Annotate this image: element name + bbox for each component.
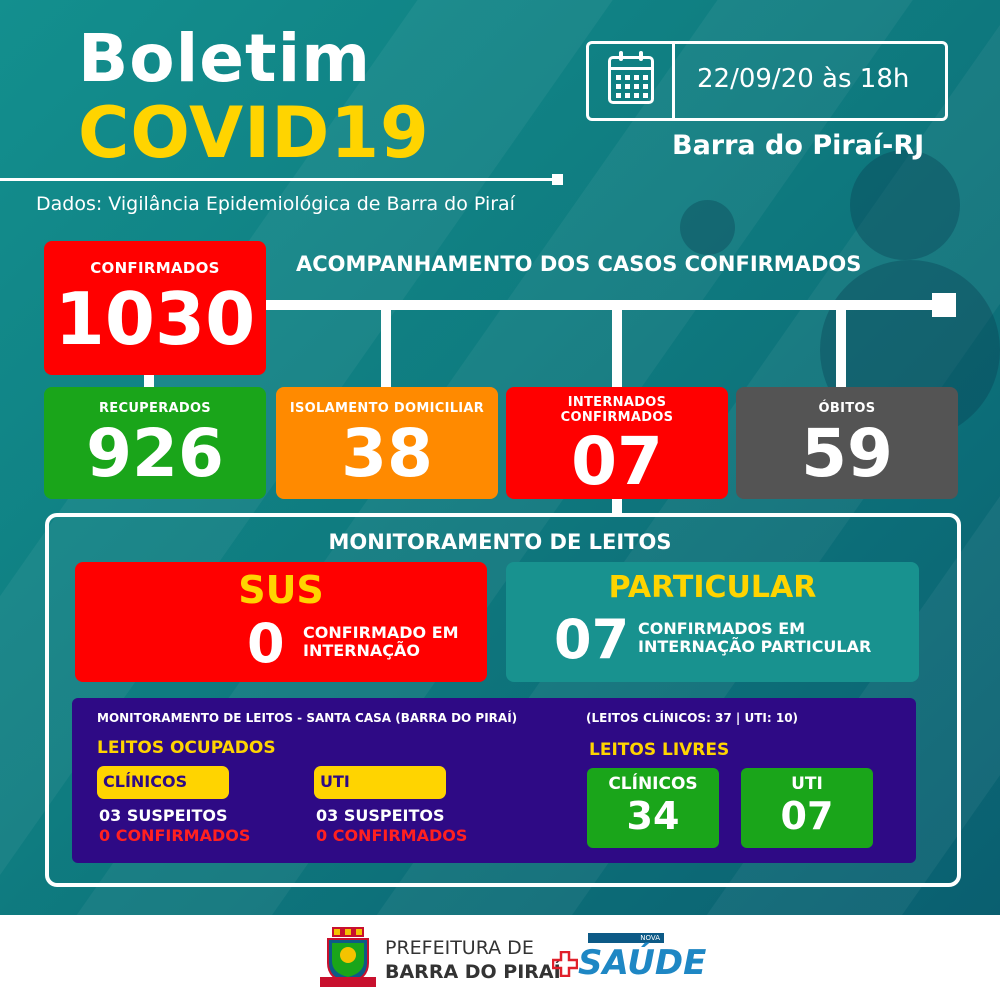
santa-casa-panel <box>72 698 916 863</box>
date-box <box>586 41 948 121</box>
data-source: Dados: Vigilância Epidemiológica de Barra do Piraí <box>36 193 515 215</box>
tracking-heading: ACOMPANHAMENTO DOS CASOS CONFIRMADOS <box>296 252 862 276</box>
title-covid19: COVID19 <box>78 92 430 174</box>
hospitalized-label: INTERNADOS CONFIRMADOS <box>560 395 674 425</box>
bed-monitoring-heading: MONITORAMENTO DE LEITOS <box>328 530 672 554</box>
connector-drop <box>144 375 154 387</box>
connector-drop <box>836 310 846 387</box>
occupied-clinical-label: CLÍNICOS <box>97 766 229 799</box>
prefecture-line1: PREFEITURA DE <box>385 937 534 959</box>
private-description: CONFIRMADOS EM INTERNAÇÃO PARTICULAR <box>638 619 872 656</box>
bulletin-date: 22/09/20 às 18h <box>697 64 910 94</box>
free-icu-value: 07 <box>780 794 834 838</box>
divider <box>0 178 556 181</box>
home-isolation-card <box>276 387 498 499</box>
free-clinical-label: CLÍNICOS <box>608 774 698 794</box>
free-icu-label: UTI <box>791 774 823 794</box>
calendar-icon-container <box>589 44 675 118</box>
sus-description: CONFIRMADO EM INTERNAÇÃO <box>303 623 459 660</box>
connector-drop <box>612 310 622 387</box>
private-card <box>506 562 919 682</box>
connector-end <box>932 293 956 317</box>
santa-casa-capacity: (LEITOS CLÍNICOS: 37 | UTI: 10) <box>586 711 799 725</box>
prefecture-line2: BARRA DO PIRAÍ <box>385 961 561 983</box>
confirmed-card <box>44 241 266 375</box>
private-value: 07 <box>554 608 630 671</box>
home-isolation-value: 38 <box>341 415 433 492</box>
free-icu-card <box>741 768 873 848</box>
connector-drop <box>612 499 622 513</box>
recovered-card <box>44 387 266 499</box>
title-boletim: Boletim <box>78 20 371 97</box>
city-name: Barra do Piraí-RJ <box>672 130 925 161</box>
sus-title: SUS <box>238 568 324 612</box>
occupied-icu-label: UTI <box>314 766 446 799</box>
sus-card <box>75 562 487 682</box>
icu-confirmed: 0 CONFIRMADOS <box>316 826 468 845</box>
clinical-suspected: 03 SUSPEITOS <box>99 806 228 825</box>
free-clinical-card <box>587 768 719 848</box>
recovered-value: 926 <box>86 415 224 492</box>
connector-drop <box>381 310 391 387</box>
connector-horizontal <box>266 300 942 310</box>
divider-cap <box>552 174 563 185</box>
virus-decoration-icon <box>680 200 735 255</box>
free-clinical-value: 34 <box>626 794 680 838</box>
deaths-label: ÓBITOS <box>818 401 876 416</box>
private-title: PARTICULAR <box>608 570 817 605</box>
footer <box>0 915 1000 1000</box>
recovered-label: RECUPERADOS <box>99 401 211 416</box>
virus-decoration-icon <box>850 150 960 260</box>
deaths-card <box>736 387 958 499</box>
deaths-value: 59 <box>801 415 893 492</box>
saude-tag: NOVA <box>588 933 664 943</box>
calendar-icon <box>608 56 654 104</box>
home-isolation-label: ISOLAMENTO DOMICILIAR <box>289 401 485 416</box>
hospitalized-card <box>506 387 728 499</box>
icu-suspected: 03 SUSPEITOS <box>316 806 445 825</box>
hospitalized-value: 07 <box>571 423 663 500</box>
confirmed-value: 1030 <box>54 277 256 361</box>
clinical-confirmed: 0 CONFIRMADOS <box>99 826 251 845</box>
saude-text: SAÚDE <box>578 943 707 983</box>
free-beds-title: LEITOS LIVRES <box>589 740 730 760</box>
confirmed-label: CONFIRMADOS <box>90 259 220 277</box>
occupied-beds-title: LEITOS OCUPADOS <box>97 738 276 758</box>
city-crest-icon <box>320 927 376 989</box>
health-cross-icon <box>552 951 578 977</box>
santa-casa-title: MONITORAMENTO DE LEITOS - SANTA CASA (BARRA DO PIRAÍ) <box>97 711 518 725</box>
sus-value: 0 <box>247 612 285 675</box>
saude-logo <box>548 933 707 988</box>
